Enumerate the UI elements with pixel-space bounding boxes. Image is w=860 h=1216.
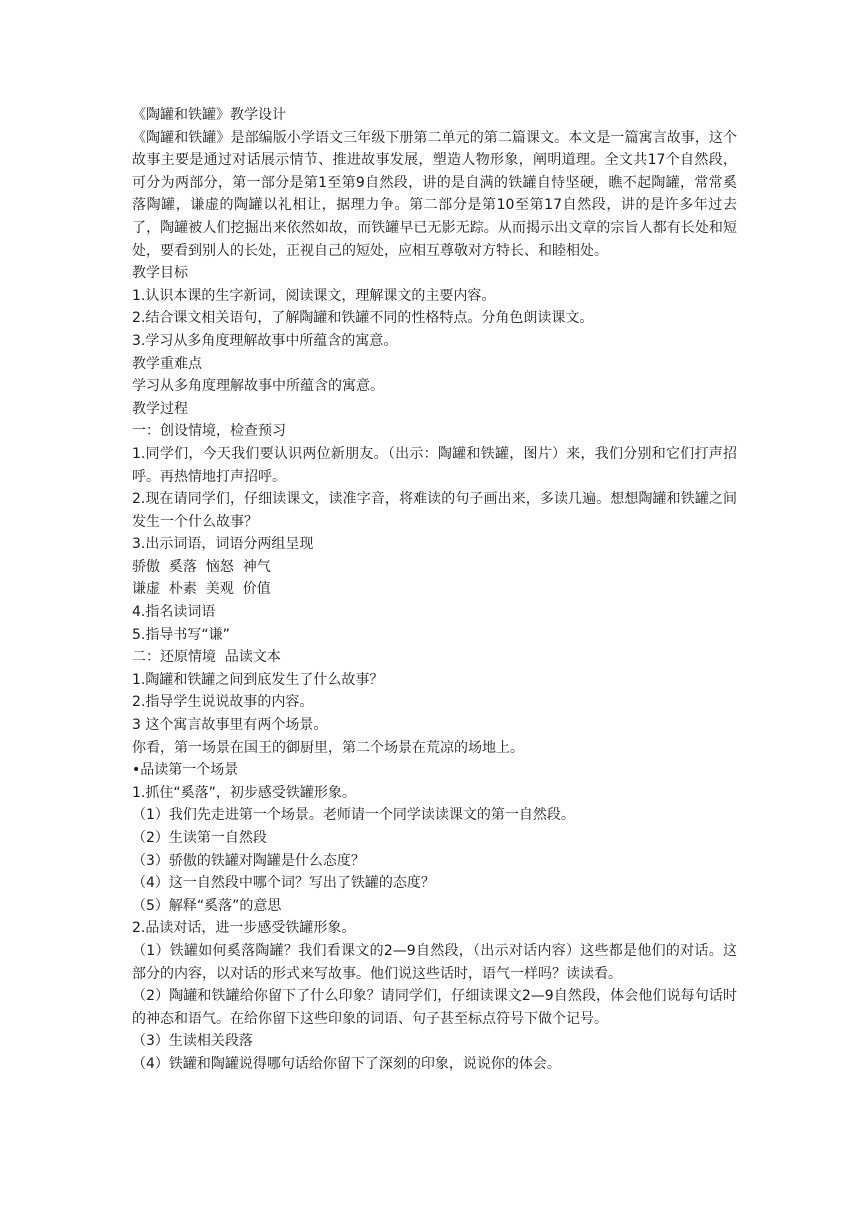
step-item: 1.抓住“奚落”，初步感受铁罐形象。 (132, 784, 356, 801)
objective-item: 1.认识本课的生字新词，阅读课文，理解课文的主要内容。 (132, 287, 496, 304)
step-item: 1.同学们，今天我们要认识两位新朋友。（出示：陶罐和铁罐，图片）来，我们分别和它们打声招呼。再热情地打声招呼。 (132, 445, 737, 485)
body-paragraph: 你看，第一场景在国王的御厨里，第二个场景在荒凉的场地上。 (132, 739, 524, 756)
bullet-heading: •品读第一个场景 (132, 762, 239, 779)
sub-step-item: （3）骄傲的铁罐对陶罐是什么态度？ (132, 852, 365, 869)
step-item: 2.品读对话，进一步感受铁罐形象。 (132, 920, 356, 937)
objective-item: 3.学习从多角度理解故事中所蕴含的寓意。 (132, 332, 398, 349)
step-item: 5.指导书写“谦” (132, 626, 230, 643)
step-item: 3 这个寓言故事里有两个场景。 (132, 717, 328, 734)
body-paragraph: 学习从多角度理解故事中所蕴含的寓意。 (132, 378, 384, 395)
subsection-heading: 二：还原情境 品读文本 (132, 649, 281, 666)
subsection-heading: 一：创设情境，检查预习 (132, 423, 286, 440)
sub-step-item: （1）铁罐如何奚落陶罐？我们看课文的2—9自然段，（出示对话内容）这些都是他们的对话。这部分的内容，以对话的形式来写故事。他们说这些话时，语气一样吗？读读看。 (132, 942, 737, 982)
step-item: 3.出示词语，词语分两组呈现 (132, 536, 314, 553)
document-title: 《陶罐和铁罐》教学设计 (132, 107, 286, 123)
step-item: 2.现在请同学们，仔细读课文，读准字音，将难读的句子画出来，多读几遍。想想陶罐和铁罐之间发生一个什么故事？ (132, 491, 737, 530)
word-group: 骄傲 奚落 恼怒 神气 (132, 558, 271, 575)
step-item: 2.指导学生说说故事的内容。 (132, 694, 314, 711)
word-group: 谦虚 朴素 美观 价值 (132, 581, 271, 598)
section-heading: 教学目标 (132, 265, 188, 282)
step-item: 4.指名读词语 (132, 604, 216, 621)
sub-step-item: （1）我们先走进第一个场景。老师请一个同学读读课文的第一自然段。 (132, 807, 575, 824)
sub-step-item: （3）生读相关段落 (132, 1033, 253, 1050)
sub-step-item: （2）陶罐和铁罐给你留下了什么印象？请同学们，仔细读课文2—9自然段，体会他们说每句话时的神态和语气。在给你留下这些印象的词语、句子甚至标点符号下做个记号。 (132, 988, 737, 1027)
intro-paragraph: 《陶罐和铁罐》是部编版小学语文三年级下册第二单元的第二篇课文。本文是一篇寓言故事，这个故事主要是通过对话展示情节、推进故事发展，塑造人物形象，阐明道理。全文共17个自然段，可分为两部分，第一部分是第1至第9自然段，讲的是自满的铁罐自恃坚硬，瞧不起陶罐，常常奚落陶罐，谦虚的陶罐以礼相让，据理力争。第二部分是第10至第17自然段，讲的是许多年过去了，陶罐被人们挖掘出来依然如故，而铁罐早已无影无踪。从而揭示出文章的宗旨人都有长处和短处，要看到别人的长处，正视自己的短处，应相互尊敬对方特长、和睦相处。 (132, 129, 737, 259)
section-heading: 教学重难点 (132, 355, 202, 372)
section-heading: 教学过程 (132, 400, 188, 417)
sub-step-item: （4）这一自然段中哪个词？写出了铁罐的态度？ (132, 875, 435, 892)
sub-step-item: （4）铁罐和陶罐说得哪句话给你留下了深刻的印象，说说你的体会。 (132, 1055, 561, 1072)
document-body (132, 104, 737, 1076)
step-item: 1.陶罐和铁罐之间到底发生了什么故事？ (132, 671, 384, 688)
objective-item: 2.结合课文相关语句，了解陶罐和铁罐不同的性格特点。分角色朗读课文。 (132, 310, 594, 327)
sub-step-item: （5）解释“奚落”的意思 (132, 897, 282, 914)
sub-step-item: （2）生读第一自然段 (132, 830, 267, 846)
